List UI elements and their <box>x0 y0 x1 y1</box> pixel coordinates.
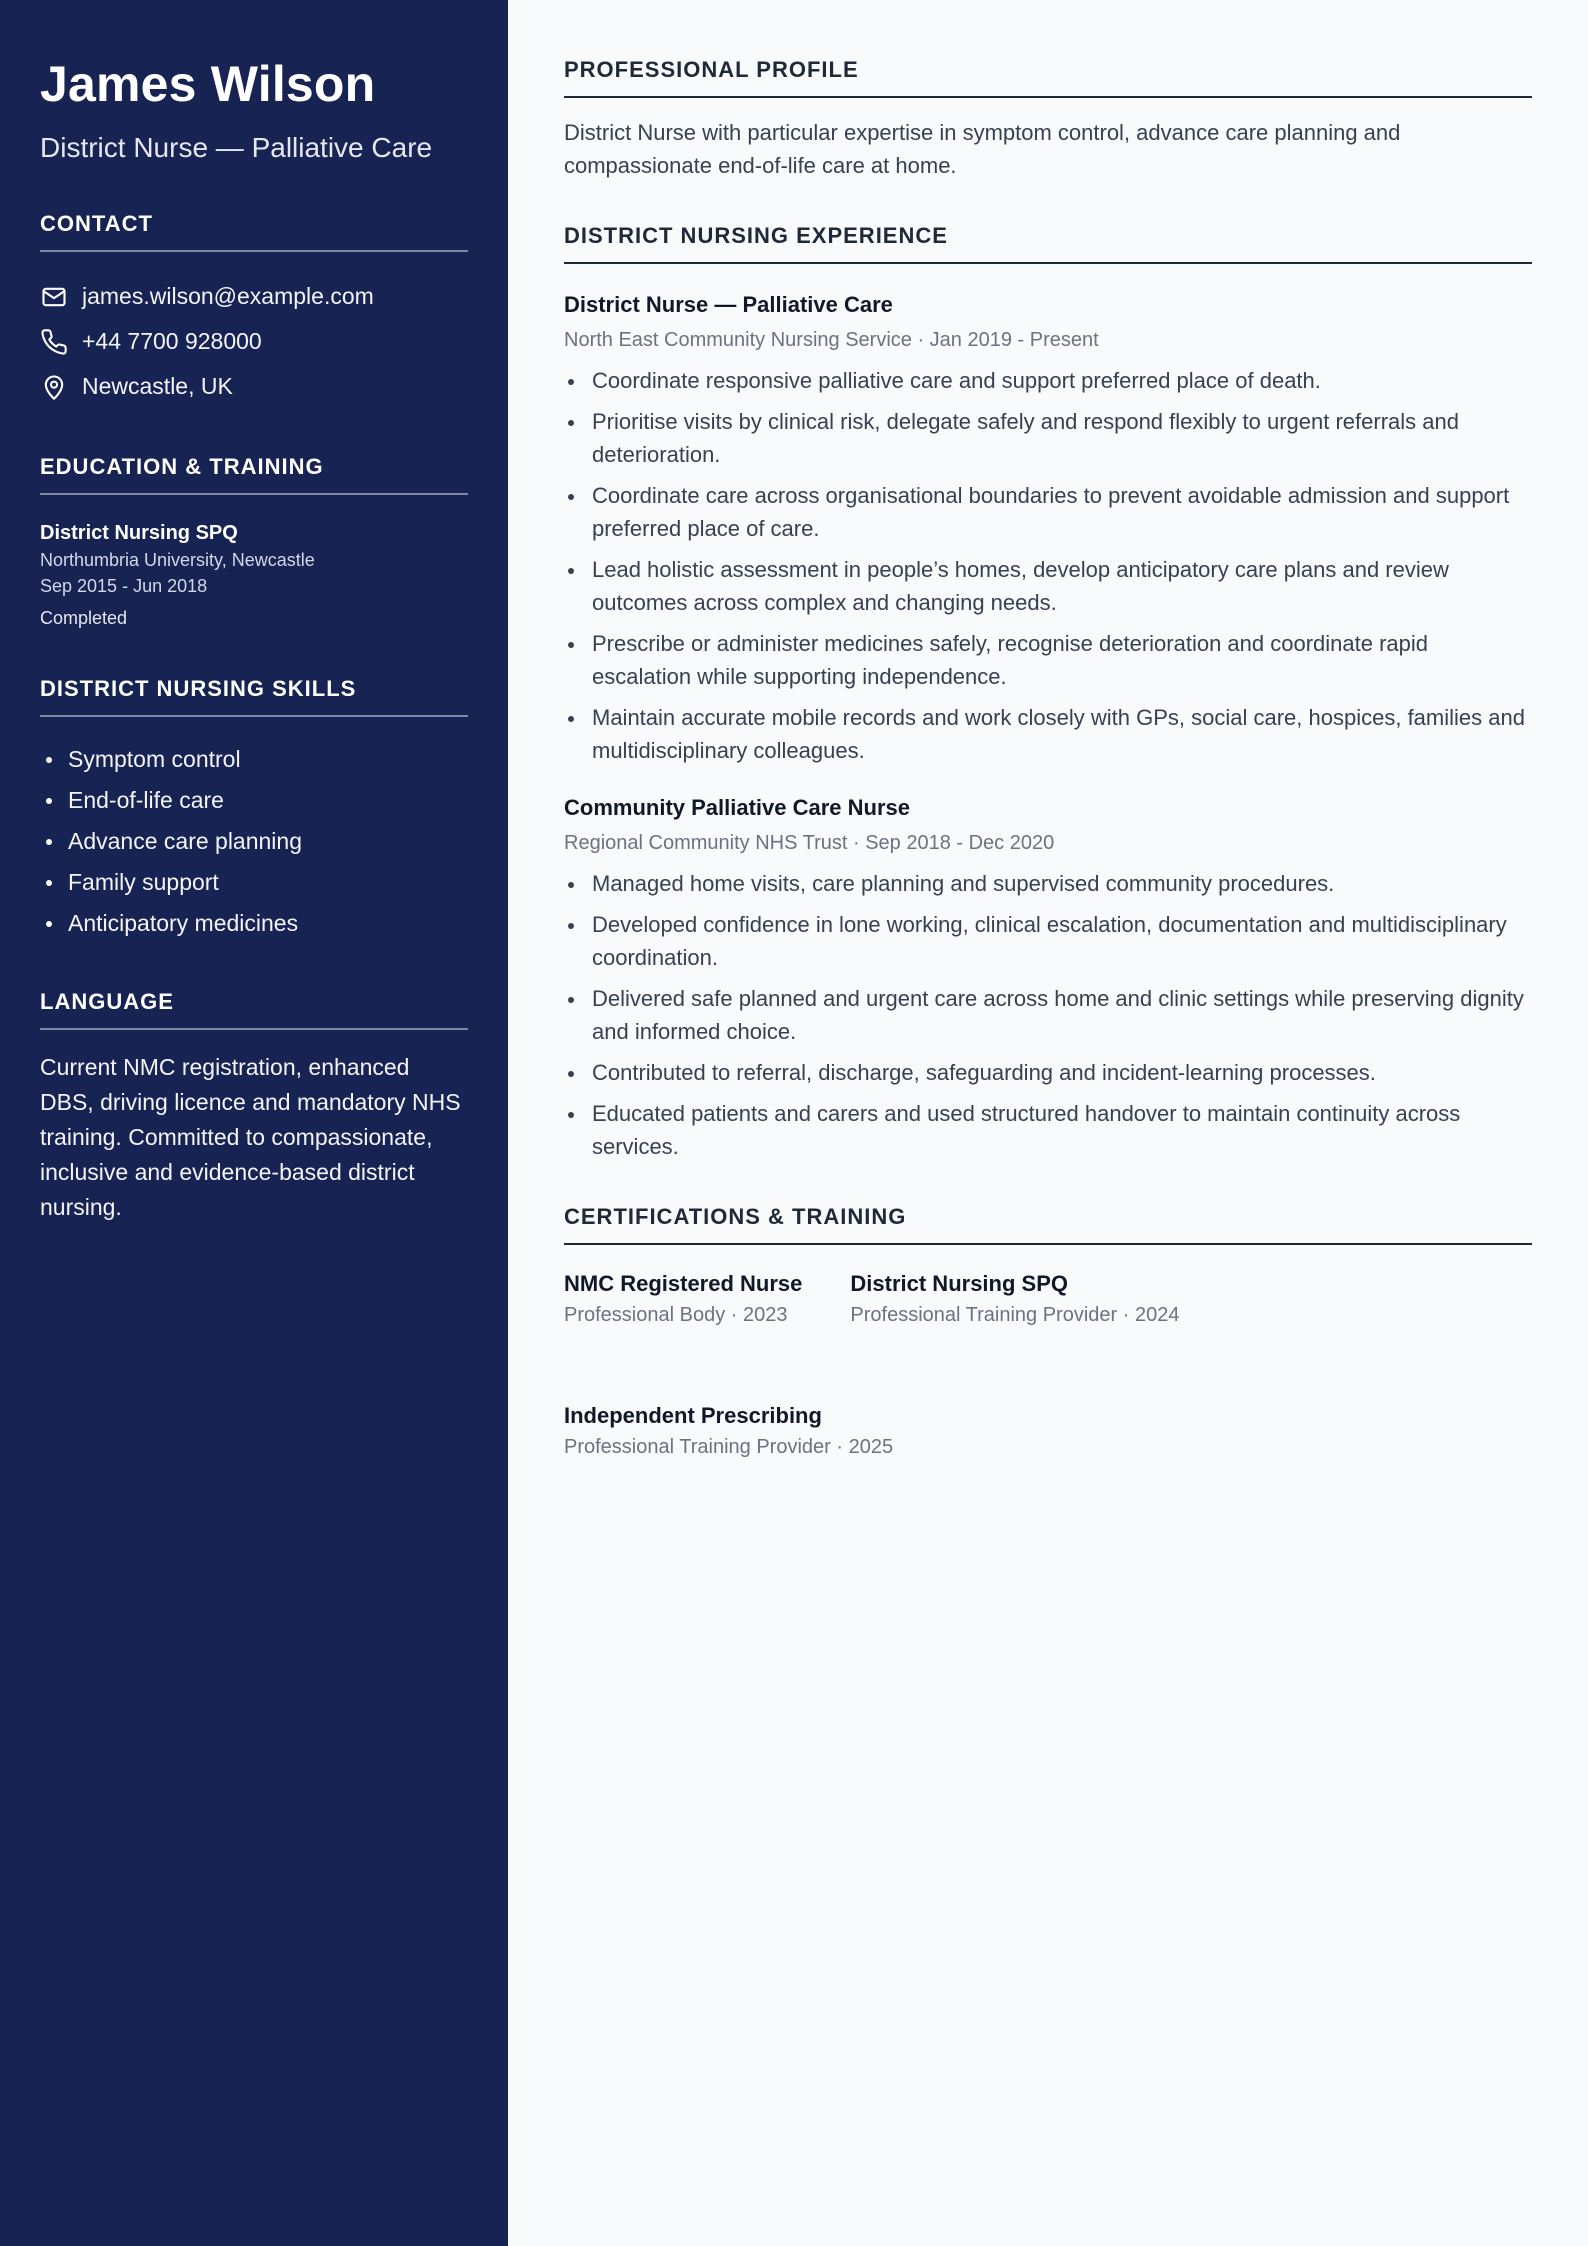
location-text: Newcastle, UK <box>82 373 233 399</box>
job-bullet: Coordinate responsive palliative care and support preferred place of death. <box>564 364 1532 397</box>
contact-phone[interactable] <box>40 319 468 364</box>
cert-title: District Nursing SPQ <box>850 1271 1068 1296</box>
cert-meta: Professional Training Provider · 2024 <box>850 1304 1180 1326</box>
language-section <box>40 988 468 1225</box>
cert-meta: Professional Body · 2023 <box>564 1304 788 1326</box>
contact-email[interactable] <box>40 274 468 319</box>
job-bullet: Prescribe or administer medicines safely, recognise deterioration and coordinate rapid escalation while supporting independence. <box>564 627 1532 693</box>
job-bullet: Coordinate care across organisational boundaries to prevent avoidable admission and support preferred place of care. <box>564 479 1532 545</box>
job-meta: Regional Community NHS Trust · Sep 2018 - Dec 2020 <box>564 832 1055 854</box>
education-institution: Northumbria University, Newcastle <box>40 550 315 570</box>
contact-heading: CONTACT <box>40 210 468 252</box>
job-meta: North East Community Nursing Service · Jan 2019 - Present <box>564 329 1099 351</box>
skill-item: Symptom control <box>40 739 468 780</box>
job-bullet: Maintain accurate mobile records and work closely with GPs, social care, hospices, families and multidisciplinary colleagues. <box>564 701 1532 767</box>
experience-heading: DISTRICT NURSING EXPERIENCE <box>564 222 1532 264</box>
cert-item <box>564 1269 802 1329</box>
cert-title: NMC Registered Nurse <box>564 1271 803 1296</box>
education-title: District Nursing SPQ <box>40 522 238 544</box>
skill-item: Advance care planning <box>40 821 468 862</box>
skills-heading: DISTRICT NURSING SKILLS <box>40 675 468 717</box>
skill-item: Anticipatory medicines <box>40 903 468 944</box>
job-title: Community Palliative Care Nurse <box>564 795 911 820</box>
certifications-list <box>564 1269 1532 1461</box>
profile-text: District Nurse with particular expertise in symptom control, advance care planning and compassionate end-of-life care at home. <box>564 120 1401 178</box>
job-bullets <box>564 364 1532 767</box>
email-text: james.wilson@example.com <box>82 283 374 309</box>
job-entry <box>564 290 1532 767</box>
education-section <box>40 453 468 631</box>
profile-section <box>564 56 1532 182</box>
experience-section <box>564 222 1532 1163</box>
cert-title: Independent Prescribing <box>564 1403 822 1428</box>
education-dates: Sep 2015 - Jun 2018 <box>40 576 208 596</box>
phone-icon <box>40 328 68 356</box>
cert-meta: Professional Training Provider · 2025 <box>564 1436 894 1458</box>
cert-item <box>564 1401 893 1461</box>
job-bullet: Delivered safe planned and urgent care across home and clinic settings while preserving dignity and informed choice. <box>564 982 1532 1048</box>
job-bullet: Lead holistic assessment in people’s homes, develop anticipatory care plans and review outcomes across complex and changing needs. <box>564 553 1532 619</box>
profile-heading: PROFESSIONAL PROFILE <box>564 56 1532 98</box>
contact-section <box>40 210 468 409</box>
sidebar <box>0 0 508 2246</box>
job-title: District Nurse — Palliative Care <box>564 292 893 317</box>
skill-item: Family support <box>40 862 468 903</box>
candidate-role: District Nurse — Palliative Care <box>40 132 433 163</box>
job-bullet: Developed confidence in lone working, clinical escalation, documentation and multidisciplinary coordination. <box>564 908 1532 974</box>
main-content <box>564 56 1532 1501</box>
job-bullets <box>564 867 1532 1163</box>
mail-icon <box>40 283 68 311</box>
education-status: Completed <box>40 608 128 628</box>
job-bullet: Contributed to referral, discharge, safeguarding and incident-learning processes. <box>564 1056 1532 1089</box>
phone-text: +44 7700 928000 <box>82 328 262 354</box>
job-bullet: Managed home visits, care planning and supervised community procedures. <box>564 867 1532 900</box>
cert-item <box>850 1269 1179 1329</box>
location-pin-icon <box>40 373 68 401</box>
certifications-section <box>564 1203 1532 1461</box>
job-entry <box>564 793 1532 1163</box>
job-bullet: Prioritise visits by clinical risk, delegate safely and respond flexibly to urgent referrals and deterioration. <box>564 405 1532 471</box>
skill-item: End-of-life care <box>40 780 468 821</box>
skills-list <box>40 739 468 944</box>
job-bullet: Educated patients and carers and used structured handover to maintain continuity across services. <box>564 1097 1532 1163</box>
language-heading: LANGUAGE <box>40 988 468 1030</box>
contact-location <box>40 364 468 409</box>
education-heading: EDUCATION & TRAINING <box>40 453 468 495</box>
language-text: Current NMC registration, enhanced DBS, driving licence and mandatory NHS training. Committed to compassionate, inclusive and evidence-based district nursing. <box>40 1054 461 1220</box>
candidate-name: James Wilson <box>40 56 376 112</box>
certifications-heading: CERTIFICATIONS & TRAINING <box>564 1203 1532 1245</box>
skills-section <box>40 675 468 944</box>
